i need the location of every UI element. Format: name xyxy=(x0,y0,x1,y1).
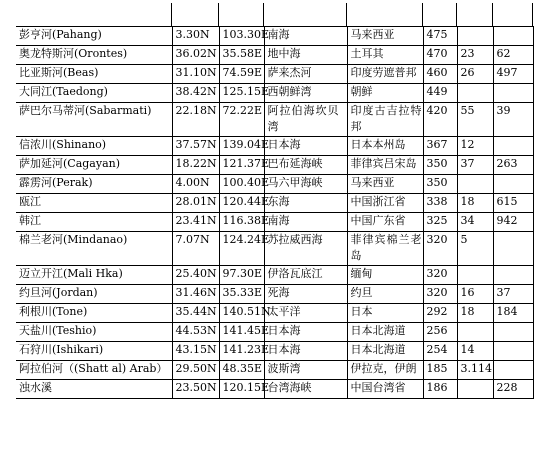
cell-col8: 184 xyxy=(493,304,533,323)
table-row xyxy=(16,304,533,323)
cell-lon: 125.15E xyxy=(219,84,264,103)
cell-lat: 43.15N xyxy=(172,342,219,361)
cell-sea: 巴布延海峡 xyxy=(264,156,347,175)
cell-col8: 263 xyxy=(493,156,533,175)
cell-col7: 16 xyxy=(457,285,493,304)
cell-lon: 97.30E xyxy=(219,266,264,285)
cell-name: 奥龙特斯河(Orontes) xyxy=(16,46,172,65)
cell-lon: 141.45E xyxy=(219,323,264,342)
cell-col7: 37 xyxy=(457,156,493,175)
cell-lat: 44.53N xyxy=(172,323,219,342)
table-row xyxy=(16,380,533,399)
cell-length: 475 xyxy=(423,27,457,46)
cell-sea: 伊洛瓦底江 xyxy=(264,266,347,285)
cell-lon: 116.38E xyxy=(219,213,264,232)
cell-length: 325 xyxy=(423,213,457,232)
cell-col8 xyxy=(493,342,533,361)
cell-col7 xyxy=(457,175,493,194)
cell-lon: 141.23E xyxy=(219,342,264,361)
table-row xyxy=(16,285,533,304)
cell-lon: 120.15E xyxy=(219,380,264,399)
cell-col7: 23 xyxy=(457,46,493,65)
cell-col8 xyxy=(493,175,533,194)
table-row xyxy=(16,266,533,285)
cell-country: 日本北海道 xyxy=(347,323,423,342)
cell-lat: 3.30N xyxy=(172,27,219,46)
cell-col7: 34 xyxy=(457,213,493,232)
cell-lat: 31.10N xyxy=(172,65,219,84)
table-row xyxy=(16,323,533,342)
cell-col8: 37 xyxy=(493,285,533,304)
cell-col8 xyxy=(493,323,533,342)
cell-col7: 5 xyxy=(457,232,493,266)
cell-lon: 48.35E xyxy=(219,361,264,380)
table-row xyxy=(16,137,533,156)
cell-col7: 3.114 xyxy=(457,361,493,380)
cell-col8 xyxy=(493,137,533,156)
cell-country: 伊拉克，伊朗 xyxy=(347,361,423,380)
cell-name: 信浓川(Shinano) xyxy=(16,137,172,156)
cell-name: 瓯江 xyxy=(16,194,172,213)
cell-col7: 14 xyxy=(457,342,493,361)
cell-name: 天盐川(Teshio) xyxy=(16,323,172,342)
cell-length: 367 xyxy=(423,137,457,156)
cell-lon: 140.51N xyxy=(219,304,264,323)
cell-lon: 120.44E xyxy=(219,194,264,213)
cell-length: 185 xyxy=(423,361,457,380)
table-row xyxy=(16,156,533,175)
cell-sea: 太平洋 xyxy=(264,304,347,323)
table-row xyxy=(16,27,533,46)
cell-name: 霹雳河(Perak) xyxy=(16,175,172,194)
cell-lat: 23.50N xyxy=(172,380,219,399)
cell-lat: 7.07N xyxy=(172,232,219,266)
cell-length: 460 xyxy=(423,65,457,84)
cell-country: 朝鲜 xyxy=(347,84,423,103)
cell-col8: 39 xyxy=(493,103,533,137)
cell-lat: 18.22N xyxy=(172,156,219,175)
cell-name: 大同江(Taedong) xyxy=(16,84,172,103)
cell-name: 萨巴尔马蒂河(Sabarmati) xyxy=(16,103,172,137)
cell-length: 186 xyxy=(423,380,457,399)
cell-country: 缅甸 xyxy=(347,266,423,285)
cell-sea: 日本海 xyxy=(264,342,347,361)
cell-sea: 西朝鲜湾 xyxy=(264,84,347,103)
cell-length: 254 xyxy=(423,342,457,361)
cell-length: 420 xyxy=(423,103,457,137)
cell-name: 彭亨河(Pahang) xyxy=(16,27,172,46)
cell-lon: 35.58E xyxy=(219,46,264,65)
cell-country: 印度古吉拉特邦 xyxy=(347,103,423,137)
cell-lat: 37.57N xyxy=(172,137,219,156)
cell-col7: 18 xyxy=(457,194,493,213)
cell-country: 马来西亚 xyxy=(347,27,423,46)
cell-col8: 497 xyxy=(493,65,533,84)
table-row xyxy=(16,213,533,232)
cell-sea: 阿拉伯海坎贝湾 xyxy=(264,103,347,137)
cell-col8 xyxy=(493,266,533,285)
cell-length: 350 xyxy=(423,156,457,175)
cell-length: 320 xyxy=(423,232,457,266)
cell-col8: 942 xyxy=(493,213,533,232)
cell-name: 利根川(Tone) xyxy=(16,304,172,323)
cell-length: 449 xyxy=(423,84,457,103)
cell-lon: 121.37E xyxy=(219,156,264,175)
cell-country: 菲律宾吕宋岛 xyxy=(347,156,423,175)
cell-lat: 31.46N xyxy=(172,285,219,304)
cell-col8 xyxy=(493,232,533,266)
table-row xyxy=(16,232,533,266)
cell-lon: 124.24E xyxy=(219,232,264,266)
cell-name: 浊水溪 xyxy=(16,380,172,399)
cell-name: 棉兰老河(Mindanao) xyxy=(16,232,172,266)
cell-col8: 228 xyxy=(493,380,533,399)
cell-col8: 62 xyxy=(493,46,533,65)
table-row xyxy=(16,194,533,213)
cell-col8 xyxy=(493,27,533,46)
cell-name: 比亚斯河(Beas) xyxy=(16,65,172,84)
cell-country: 中国台湾省 xyxy=(347,380,423,399)
cell-col7 xyxy=(457,266,493,285)
cell-lon: 103.30E xyxy=(219,27,264,46)
cell-lon: 100.40E xyxy=(219,175,264,194)
table-top-edge xyxy=(16,3,533,27)
cell-lat: 25.40N xyxy=(172,266,219,285)
table-row xyxy=(16,84,533,103)
cell-sea: 南海 xyxy=(264,213,347,232)
cell-sea: 萨来杰河 xyxy=(264,65,347,84)
cell-length: 338 xyxy=(423,194,457,213)
cell-lat: 29.50N xyxy=(172,361,219,380)
cell-length: 470 xyxy=(423,46,457,65)
cell-name: 阿拉伯河（(Shatt al) Arab） xyxy=(16,361,172,380)
cell-country: 中国广东省 xyxy=(347,213,423,232)
cell-lat: 35.44N xyxy=(172,304,219,323)
cell-country: 马来西亚 xyxy=(347,175,423,194)
cell-lat: 36.02N xyxy=(172,46,219,65)
table-row xyxy=(16,103,533,137)
table-row xyxy=(16,342,533,361)
cell-col7 xyxy=(457,27,493,46)
cell-lon: 74.59E xyxy=(219,65,264,84)
cell-length: 320 xyxy=(423,285,457,304)
cell-lon: 35.33E xyxy=(219,285,264,304)
cell-col7: 55 xyxy=(457,103,493,137)
cell-sea: 日本海 xyxy=(264,137,347,156)
cell-col8: 615 xyxy=(493,194,533,213)
cell-length: 320 xyxy=(423,266,457,285)
cell-length: 292 xyxy=(423,304,457,323)
cell-country: 土耳其 xyxy=(347,46,423,65)
cell-col7: 12 xyxy=(457,137,493,156)
cell-col7: 18 xyxy=(457,304,493,323)
cell-name: 约旦河(Jordan) xyxy=(16,285,172,304)
table-row xyxy=(16,46,533,65)
table-row xyxy=(16,175,533,194)
cell-lon: 139.04E xyxy=(219,137,264,156)
cell-col8 xyxy=(493,84,533,103)
cell-country: 日本北海道 xyxy=(347,342,423,361)
cell-lat: 38.42N xyxy=(172,84,219,103)
cell-col7: 26 xyxy=(457,65,493,84)
cell-name: 韩江 xyxy=(16,213,172,232)
cell-country: 日本 xyxy=(347,304,423,323)
cell-lon: 72.22E xyxy=(219,103,264,137)
cell-sea: 南海 xyxy=(264,27,347,46)
cell-sea: 台湾海峡 xyxy=(264,380,347,399)
cell-country: 印度劳遮普邦 xyxy=(347,65,423,84)
cell-sea: 马六甲海峡 xyxy=(264,175,347,194)
cell-col8 xyxy=(493,361,533,380)
cell-length: 350 xyxy=(423,175,457,194)
cell-sea: 东海 xyxy=(264,194,347,213)
cell-name: 石狩川(Ishikari) xyxy=(16,342,172,361)
cell-lat: 28.01N xyxy=(172,194,219,213)
cell-country: 约旦 xyxy=(347,285,423,304)
cell-col7 xyxy=(457,380,493,399)
cell-name: 萨加延河(Cagayan) xyxy=(16,156,172,175)
cell-col7 xyxy=(457,84,493,103)
cell-lat: 4.00N xyxy=(172,175,219,194)
cell-length: 256 xyxy=(423,323,457,342)
cell-col7 xyxy=(457,323,493,342)
cell-lat: 23.41N xyxy=(172,213,219,232)
table-row xyxy=(16,65,533,84)
cell-sea: 苏拉威西海 xyxy=(264,232,347,266)
rivers-table xyxy=(16,26,534,399)
cell-country: 日本本州岛 xyxy=(347,137,423,156)
cell-lat: 22.18N xyxy=(172,103,219,137)
cell-sea: 波斯湾 xyxy=(264,361,347,380)
table-row xyxy=(16,361,533,380)
cell-sea: 地中海 xyxy=(264,46,347,65)
cell-sea: 死海 xyxy=(264,285,347,304)
cell-country: 中国浙江省 xyxy=(347,194,423,213)
cell-name: 迈立开江(Mali Hka) xyxy=(16,266,172,285)
cell-country: 菲律宾棉兰老岛 xyxy=(347,232,423,266)
cell-sea: 日本海 xyxy=(264,323,347,342)
